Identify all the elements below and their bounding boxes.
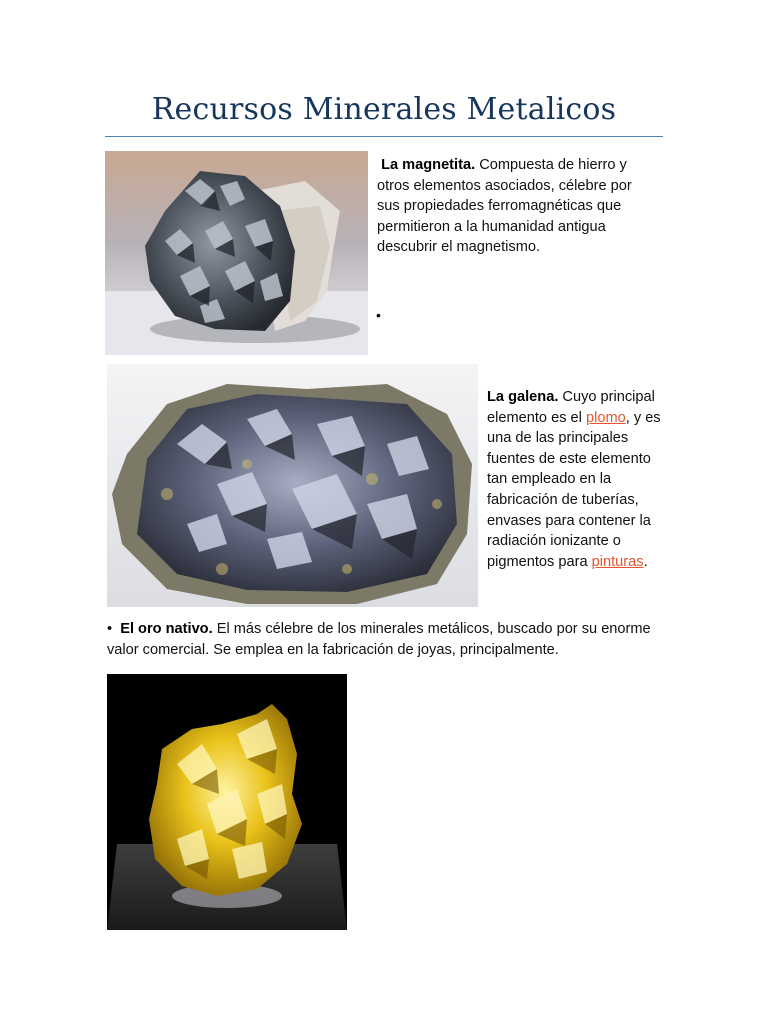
galena-text-2: , y es una de las principales fuentes de este elemento tan empleado en la fabricación de tuberías, envases para contener la radiación ionizante o pigmentos para — [487, 409, 661, 570]
pinturas-link[interactable]: pinturas — [591, 553, 644, 570]
page-title: Recursos Minerales Metalicos — [151, 92, 617, 127]
oro-paragraph — [107, 619, 667, 660]
oro-bullet: • — [107, 621, 113, 637]
magnetite-photo — [105, 151, 368, 355]
magnetita-name: La magnetita. — [381, 157, 476, 173]
magnetita-paragraph — [377, 155, 657, 258]
oro-description: El más célebre de los minerales metálicos, buscado por su enorme valor comercial. Se emplea en la fabricación de joyas, principalmente. — [107, 621, 651, 658]
plomo-link[interactable]: plomo — [585, 409, 626, 426]
galena-photo — [107, 364, 478, 607]
galena-name: La galena. — [487, 389, 559, 405]
oro-name: El oro nativo. — [120, 621, 213, 637]
magnetita-description: Compuesta de hierro y otros elementos asociados, célebre por sus propiedades ferromagnéticas que permitieron a la humanidad antigua descubrir el magnetismo. — [377, 157, 632, 256]
galena-text-3: . — [643, 553, 648, 570]
gold-photo — [107, 674, 347, 930]
title-underline — [105, 136, 663, 137]
empty-bullet: • — [376, 307, 381, 323]
galena-text-1: Cuyo principal elemento es el — [487, 389, 655, 426]
galena-paragraph — [487, 387, 665, 572]
